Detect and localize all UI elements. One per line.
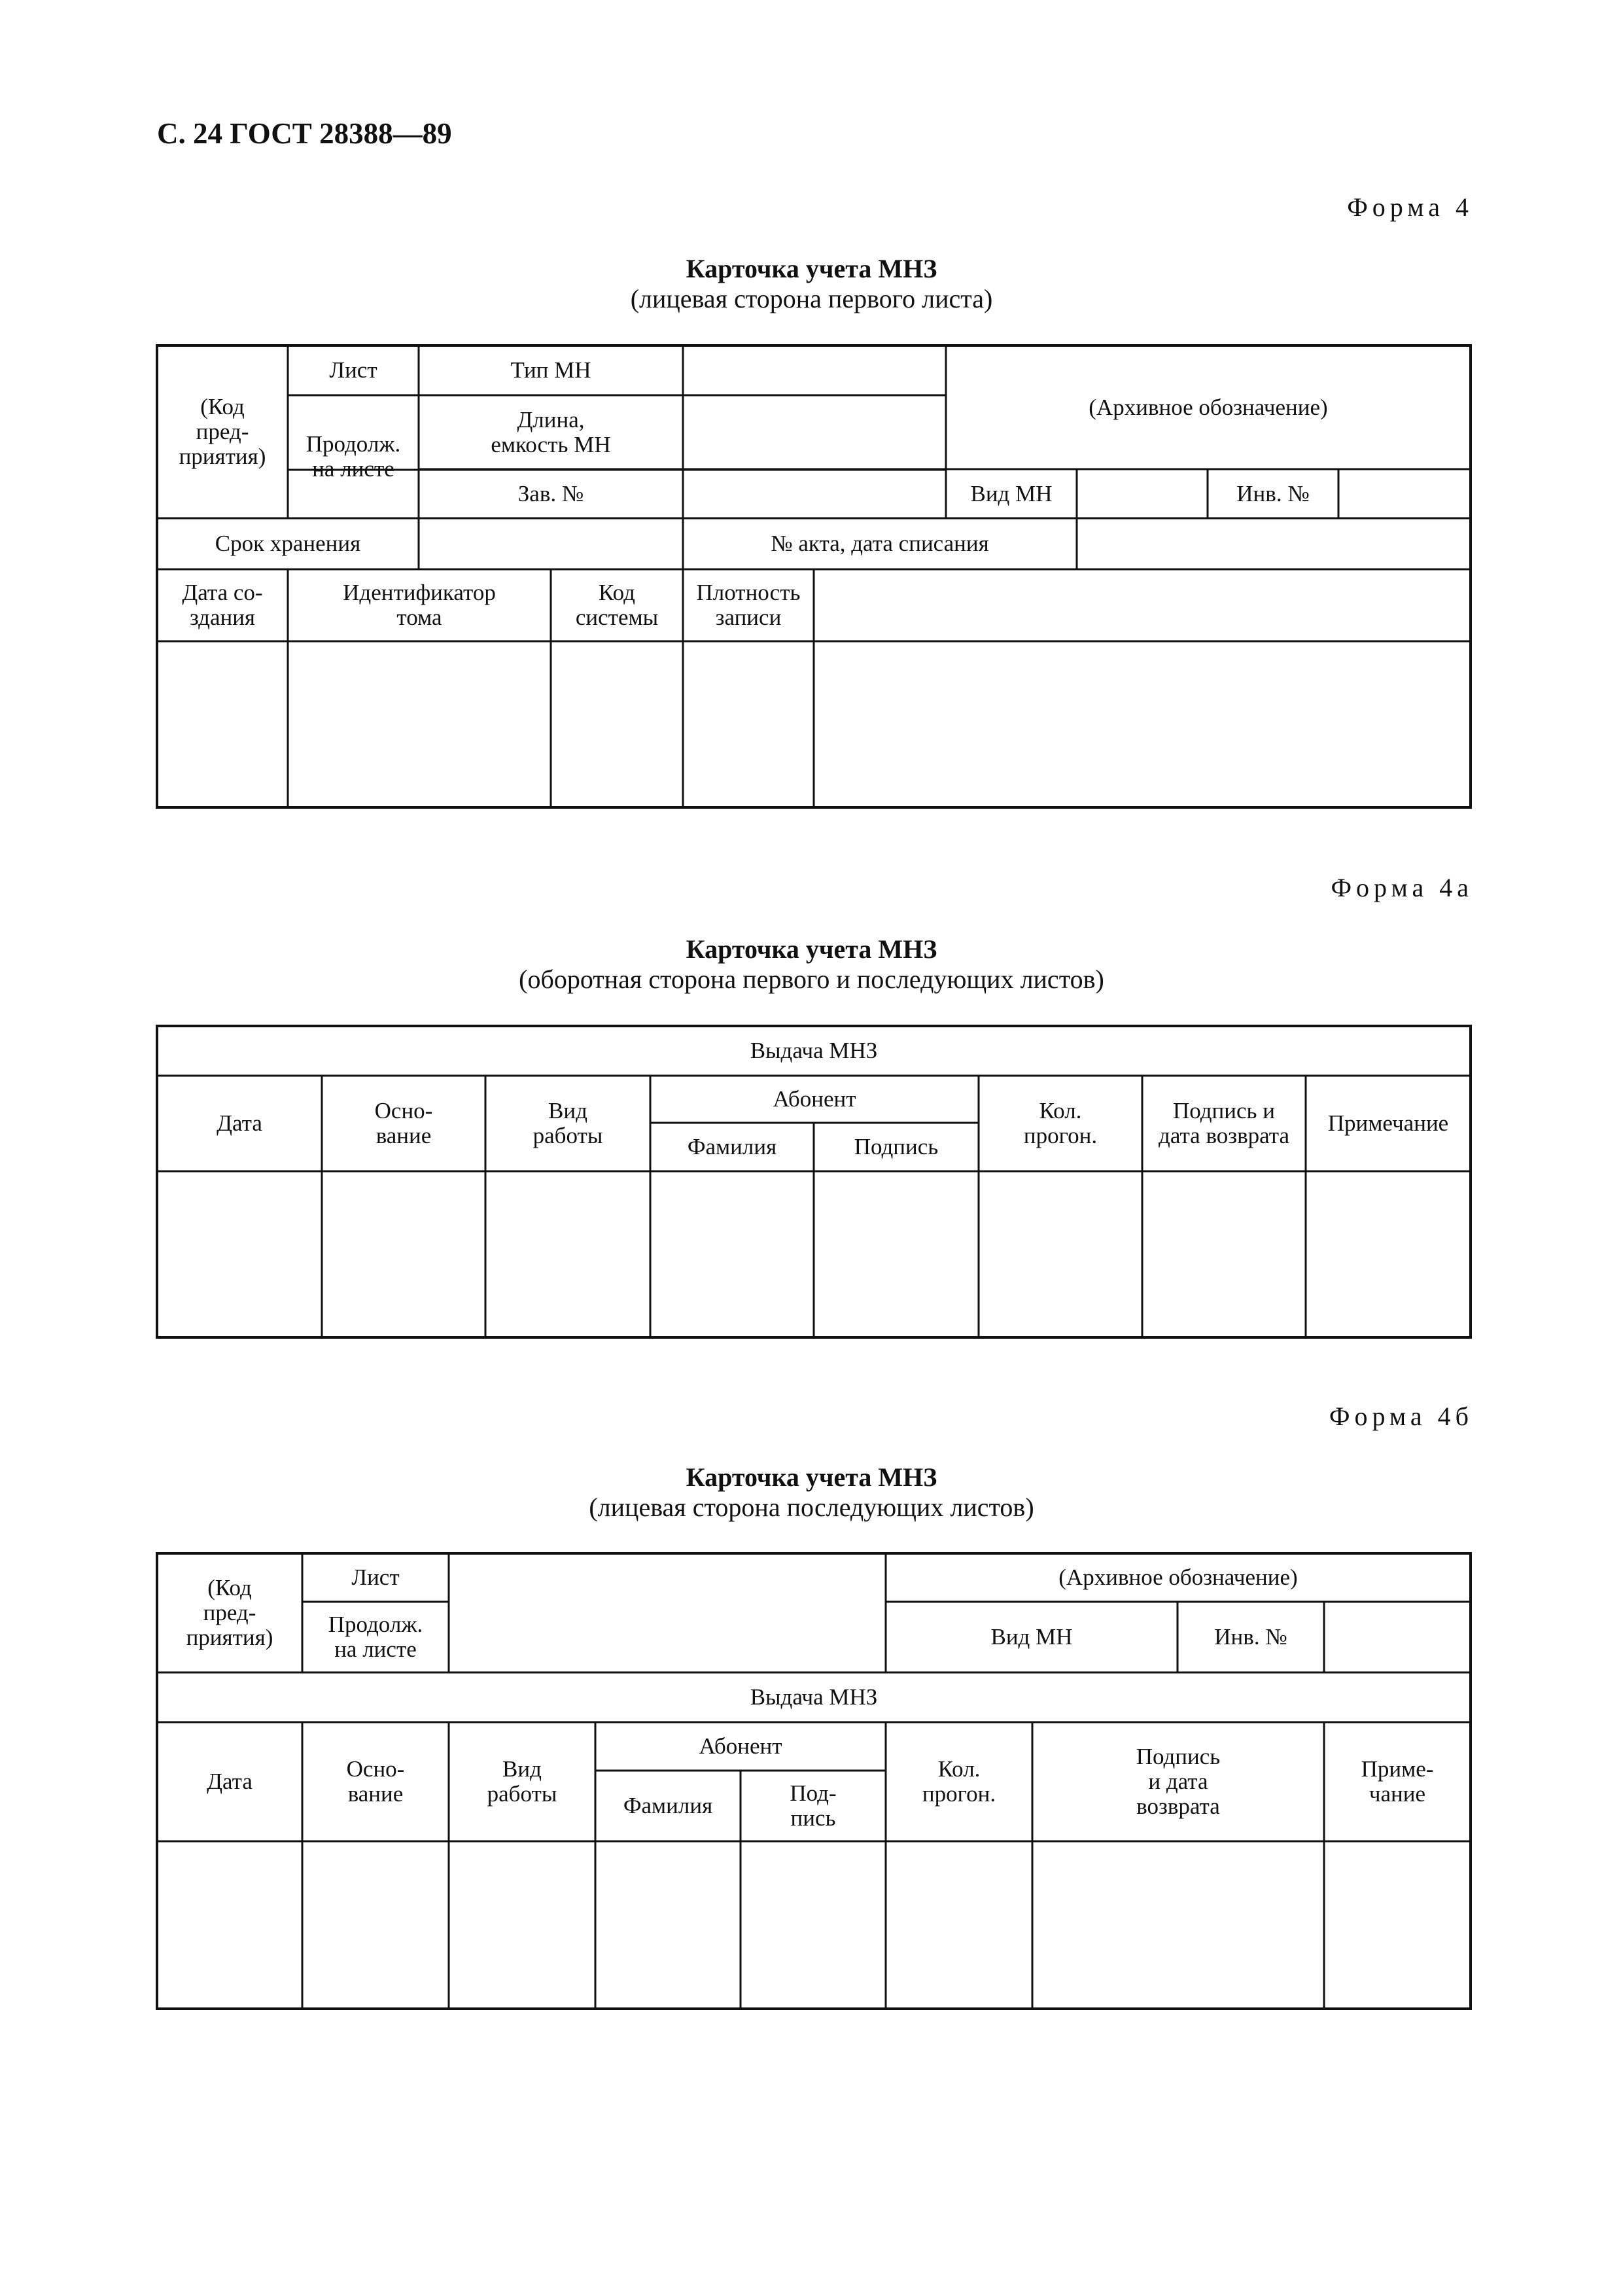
data-header: Дата bbox=[217, 1110, 262, 1136]
form4b-label: Форма 4б bbox=[1329, 1402, 1473, 1431]
list-label-4b: Лист bbox=[351, 1564, 400, 1590]
prodolzh-label-4b: Продолж. на листе bbox=[328, 1612, 423, 1662]
srok-hraneniya-label: Срок хранения bbox=[215, 531, 361, 556]
vydacha-mnz-header: Выдача МНЗ bbox=[750, 1038, 878, 1063]
list-label: Лист bbox=[329, 357, 377, 383]
prodolzh-label: Продолж. на листе bbox=[305, 431, 401, 482]
form4a-label: Форма 4а bbox=[1331, 873, 1473, 902]
form4b-title-block bbox=[0, 1462, 1623, 1523]
vid-mn-label-4b: Вид МН bbox=[990, 1624, 1073, 1650]
kol-progon-header: Кол. прогон. bbox=[1023, 1098, 1098, 1148]
page-header: С. 24 ГОСТ 28388—89 bbox=[157, 117, 452, 150]
form4b-table bbox=[157, 1553, 1471, 2010]
familiya-header: Фамилия bbox=[687, 1134, 777, 1159]
kol-progon-header-4b: Кол. прогон. bbox=[922, 1756, 996, 1807]
podpis-header-4b: Под- пись bbox=[790, 1780, 837, 1831]
plotnost-zapisi-header: Плотность записи bbox=[696, 580, 801, 630]
osnovanie-header: Осно- вание bbox=[374, 1098, 433, 1148]
form4a-title: Карточка учета МНЗ bbox=[686, 934, 937, 964]
kod-sistemy-header: Код системы bbox=[575, 580, 659, 630]
kod-predpriyatiya-label-4b: (Код пред- приятия) bbox=[186, 1575, 273, 1650]
inv-nomer-label-4b: Инв. № bbox=[1214, 1624, 1287, 1650]
dlina-label: Длина, емкость МН bbox=[491, 406, 611, 457]
form4b-title: Карточка учета МНЗ bbox=[686, 1462, 937, 1492]
tip-mn-label: Тип МН bbox=[510, 357, 591, 383]
vid-mn-label: Вид МН bbox=[970, 480, 1053, 506]
identifikator-toma-header: Идентификатор тома bbox=[343, 580, 496, 630]
vid-raboty-header: Вид работы bbox=[532, 1098, 603, 1148]
form4-table bbox=[157, 345, 1471, 809]
form4a-table bbox=[157, 1026, 1471, 1339]
form4-subtitle: (лицевая сторона первого листа) bbox=[630, 284, 993, 313]
archive-designation-label: (Архивное обозначение) bbox=[1089, 394, 1328, 420]
form4a-subtitle: (оборотная сторона первого и последующих листов) bbox=[519, 964, 1104, 994]
abonent-header-4b: Абонент bbox=[699, 1733, 782, 1759]
inv-nomer-label: Инв. № bbox=[1236, 480, 1310, 506]
kod-predpriyatiya-label: (Код пред- приятия) bbox=[179, 394, 266, 469]
familiya-header-4b: Фамилия bbox=[623, 1793, 713, 1818]
podpis-vozvrata-header: Подпись и дата возврата bbox=[1159, 1098, 1289, 1148]
akt-data-spisaniya-label: № акта, дата списания bbox=[771, 531, 989, 556]
podpis-header: Подпись bbox=[854, 1134, 939, 1159]
abonent-header: Абонент bbox=[773, 1086, 856, 1112]
data-header-4b: Дата bbox=[207, 1769, 253, 1794]
form4b-subtitle: (лицевая сторона последующих листов) bbox=[589, 1492, 1034, 1522]
vid-raboty-header-4b: Вид работы bbox=[487, 1756, 557, 1807]
primechanie-header-4b: Приме- чание bbox=[1361, 1756, 1434, 1807]
zav-nomer-label: Зав. № bbox=[517, 480, 584, 506]
osnovanie-header-4b: Осно- вание bbox=[346, 1756, 405, 1807]
vydacha-mnz-header-4b: Выдача МНЗ bbox=[750, 1684, 878, 1710]
form4-title-block bbox=[0, 254, 1623, 314]
primechanie-header: Примечание bbox=[1327, 1110, 1449, 1136]
form4-title: Карточка учета МНЗ bbox=[686, 254, 937, 283]
archive-designation-label-4b: (Архивное обозначение) bbox=[1058, 1564, 1298, 1590]
data-sozdaniya-header: Дата со- здания bbox=[182, 580, 263, 630]
form4a-title-block bbox=[0, 934, 1623, 995]
podpis-vozvrata-header-4b: Подпись и дата возврата bbox=[1136, 1744, 1221, 1819]
form4-label: Форма 4 bbox=[1347, 192, 1473, 222]
